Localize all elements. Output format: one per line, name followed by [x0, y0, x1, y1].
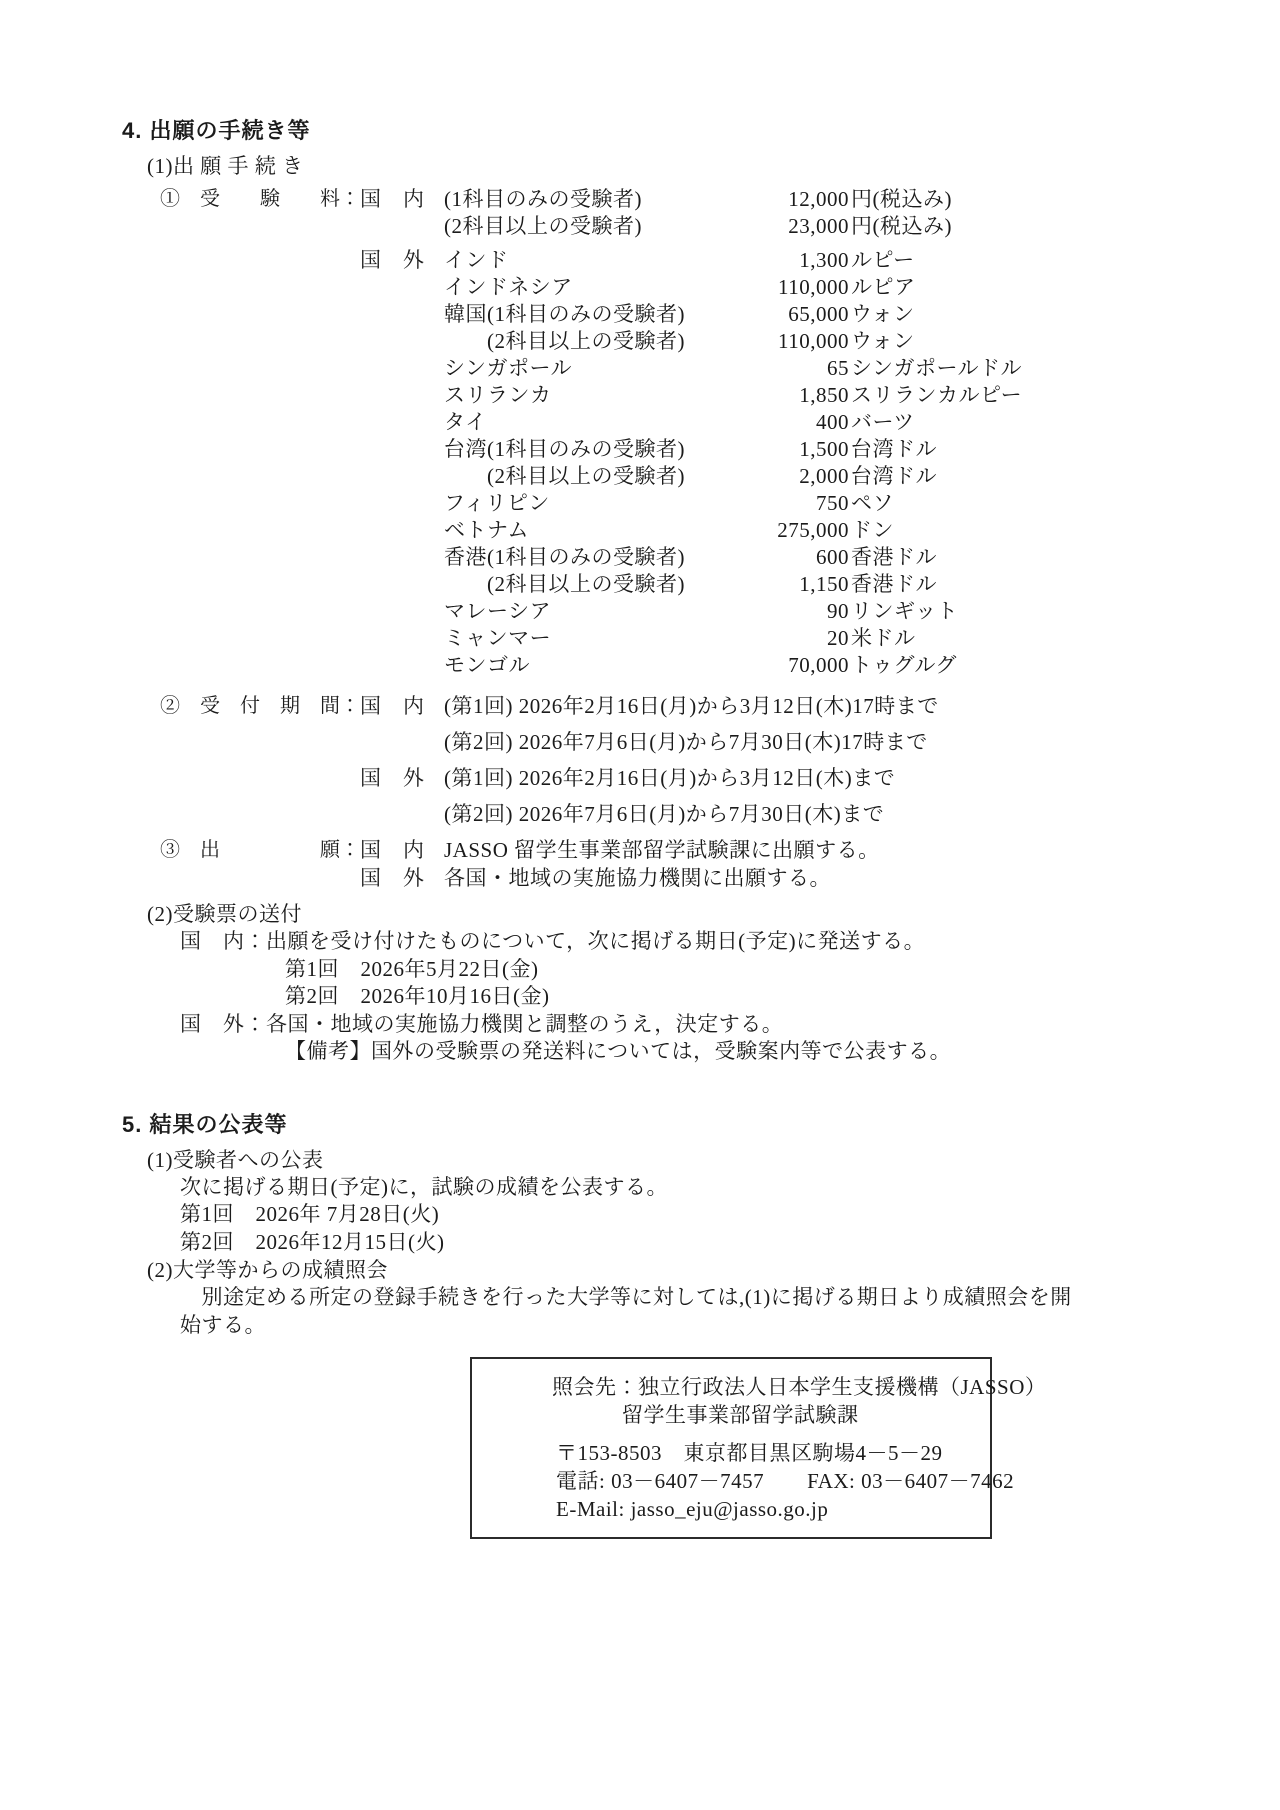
fee-currency: ウォン: [851, 329, 915, 353]
fee-currency: ペソ: [851, 491, 894, 515]
fee-row: [444, 355, 1240, 382]
fee-item-name: 台湾(1科目のみの受験者): [444, 437, 685, 461]
period-overseas-block: [160, 760, 1240, 832]
fee-amount: 400: [816, 410, 849, 434]
fee-row: [444, 301, 1240, 328]
fee-amount: 110,000: [778, 329, 849, 353]
fee-item-name: 韓国(1科目のみの受験者): [444, 302, 685, 326]
fee-amount: 12,000: [788, 187, 849, 211]
fee-row: [444, 436, 1240, 463]
section4-heading: 4. 出願の手続き等: [122, 118, 311, 143]
fee-amount: 1,150: [799, 572, 849, 596]
fee-currency: ルピア: [851, 275, 916, 299]
fee-row: [444, 571, 1240, 598]
fee-item-name: ベトナム: [444, 518, 529, 542]
fee-amount: 1,300: [799, 248, 849, 272]
contact-email: E-Mail: jasso_eju@jasso.go.jp: [556, 1497, 829, 1521]
shipping-overseas-line: 国 外：各国・地域の実施協力機関と調整のうえ，決定する。: [180, 1011, 784, 1036]
fee-amount: 1,850: [799, 383, 849, 407]
fee-table-overseas: [444, 247, 1240, 679]
fee-currency: ドン: [851, 518, 894, 542]
apply-item-number-label: ③ 出 願：: [160, 839, 360, 861]
fee-amount: 65: [827, 356, 849, 380]
contact-org-line: 照会先：独立行政法人日本学生支援機構（JASSO）: [552, 1375, 1047, 1399]
period-domestic-block: [160, 688, 1240, 760]
section4-sub2-label: (2)受験票の送付: [147, 902, 302, 926]
fee-item-name: (2科目以上の受験者): [444, 464, 685, 488]
fee-currency: リンギット: [851, 599, 959, 623]
period-line: (第1回) 2026年2月16日(月)から3月12日(木)17時まで: [444, 694, 939, 718]
fee-row: [444, 490, 1240, 517]
fee-row: [444, 652, 1240, 679]
shipping-rounds: [120, 956, 1240, 1011]
fee-amount: 65,000: [788, 302, 849, 326]
apply-domestic-block: [160, 836, 1240, 864]
fee-item-name: モンゴル: [444, 653, 530, 677]
fee-currency: 米ドル: [851, 626, 916, 650]
shipping-round-line: 第2回 2026年10月16日(金): [285, 984, 550, 1008]
period-domestic-scope-label: 国 内: [360, 694, 425, 718]
fee-amount: 70,000: [788, 653, 849, 677]
fee-item-name: (1科目のみの受験者): [444, 187, 642, 211]
fee-currency: 台湾ドル: [851, 464, 937, 488]
apply-domestic-scope-label: 国 内: [360, 838, 425, 862]
fee-amount: 600: [816, 545, 849, 569]
section5-sub2-label: (2)大学等からの成績照会: [147, 1258, 388, 1282]
results-intro-line: 次に掲げる期日(予定)に，試験の成績を公表する。: [180, 1174, 668, 1199]
fee-amount: 90: [827, 599, 849, 623]
fee-item-name: (2科目以上の受験者): [444, 572, 685, 596]
period-line: (第2回) 2026年7月6日(月)から7月30日(木)17時まで: [444, 730, 928, 754]
fee-row: [444, 409, 1240, 436]
fee-row: [444, 186, 1240, 213]
score-inquiry-body-line2: 始する。: [180, 1312, 266, 1337]
apply-overseas-text: 各国・地域の実施協力機関に出願する。: [444, 866, 831, 890]
fee-item-name: 香港(1科目のみの受験者): [444, 545, 685, 569]
fee-row: [444, 544, 1240, 571]
results-round-line: 第1回 2026年 7月28日(火): [180, 1202, 440, 1226]
fee-item-number-label: ① 受 験 料：: [160, 188, 360, 210]
fee-row: [444, 328, 1240, 355]
fee-row: [444, 247, 1240, 274]
fee-amount: 20: [827, 626, 849, 650]
section5-sub1-label: (1)受験者への公表: [147, 1147, 324, 1172]
contact-division-line: 留学生事業部留学試験課: [622, 1403, 859, 1427]
contact-spacer: [472, 1429, 990, 1439]
fee-currency: トゥグルグ: [851, 653, 957, 677]
period-overseas-lines: [444, 760, 1240, 832]
section4-sub1-label: (1)出 願 手 続 き: [147, 154, 304, 178]
fee-currency: ルピー: [851, 248, 915, 272]
fee-amount: 1,500: [799, 437, 849, 461]
fee-item-name: マレーシア: [444, 599, 552, 623]
period-overseas-scope-label: 国 外: [360, 766, 425, 790]
fee-item-name: ミャンマー: [444, 626, 552, 650]
contact-phone-fax: 電話: 03－6407－7457 FAX: 03－6407－7462: [556, 1469, 1015, 1493]
fee-row: [444, 274, 1240, 301]
score-inquiry-body-line1: 別途定める所定の登録手続きを行った大学等に対しては,(1)に掲げる期日より成績照会を開: [180, 1285, 1072, 1309]
fee-row: [444, 625, 1240, 652]
section5-heading: 5. 結果の公表等: [122, 1111, 288, 1137]
period-line: (第2回) 2026年7月6日(月)から7月30日(木)まで: [444, 802, 885, 826]
fee-currency: 台湾ドル: [851, 437, 937, 461]
fee-domestic-scope-label: 国 内: [360, 187, 425, 211]
fee-amount: 275,000: [777, 518, 849, 542]
fee-row: [444, 517, 1240, 544]
results-rounds: [120, 1201, 1240, 1256]
fee-amount: 110,000: [778, 275, 849, 299]
fee-row: [444, 598, 1240, 625]
fee-row: [444, 382, 1240, 409]
fee-amount: 23,000: [788, 214, 849, 238]
fee-overseas-block: [160, 247, 1240, 679]
fee-currency: 円(税込み): [851, 187, 952, 211]
fee-item-name: タイ: [444, 410, 487, 434]
apply-overseas-scope-label: 国 外: [360, 866, 425, 890]
fee-table-domestic: [444, 186, 1240, 240]
shipping-note: 【備考】国外の受験票の発送料については，受験案内等で公表する。: [285, 1039, 952, 1063]
period-line: (第1回) 2026年2月16日(月)から3月12日(木)まで: [444, 766, 896, 790]
fee-currency: バーツ: [851, 410, 915, 434]
fee-item-name: インドネシア: [444, 275, 573, 299]
fee-row: [444, 213, 1240, 240]
shipping-round-line: 第1回 2026年5月22日(金): [285, 956, 539, 981]
fee-currency: 香港ドル: [851, 572, 937, 596]
contact-box: [470, 1357, 1047, 1539]
fee-row: [444, 463, 1240, 490]
fee-item-name: フィリピン: [444, 491, 550, 515]
fee-currency: 香港ドル: [851, 545, 937, 569]
shipping-domestic-line: 国 内：出願を受け付けたものについて，次に掲げる期日(予定)に発送する。: [180, 929, 926, 953]
fee-currency: ウォン: [851, 302, 915, 326]
apply-overseas-block: [160, 864, 1240, 892]
fee-item-name: (2科目以上の受験者): [444, 329, 685, 353]
fee-currency: シンガポールドル: [851, 356, 1023, 380]
fee-amount: 2,000: [799, 464, 849, 488]
period-item-number-label: ② 受 付 期 間：: [160, 695, 360, 717]
fee-amount: 750: [816, 491, 849, 515]
apply-domestic-text: JASSO 留学生事業部留学試験課に出願する。: [444, 838, 880, 862]
fee-item-name: インド: [444, 248, 509, 272]
fee-item-name: (2科目以上の受験者): [444, 214, 642, 238]
fee-currency: スリランカルピー: [851, 383, 1023, 407]
fee-overseas-scope-label: 国 外: [360, 248, 425, 272]
fee-item-name: シンガポール: [444, 356, 573, 380]
fee-item-name: スリランカ: [444, 383, 552, 407]
contact-address: 〒153-8503 東京都目黒区駒場4－5－29: [556, 1441, 943, 1465]
period-domestic-lines: [444, 688, 1240, 760]
fee-domestic-block: [160, 186, 1240, 240]
fee-currency: 円(税込み): [851, 214, 952, 238]
results-round-line: 第2回 2026年12月15日(火): [180, 1229, 445, 1254]
